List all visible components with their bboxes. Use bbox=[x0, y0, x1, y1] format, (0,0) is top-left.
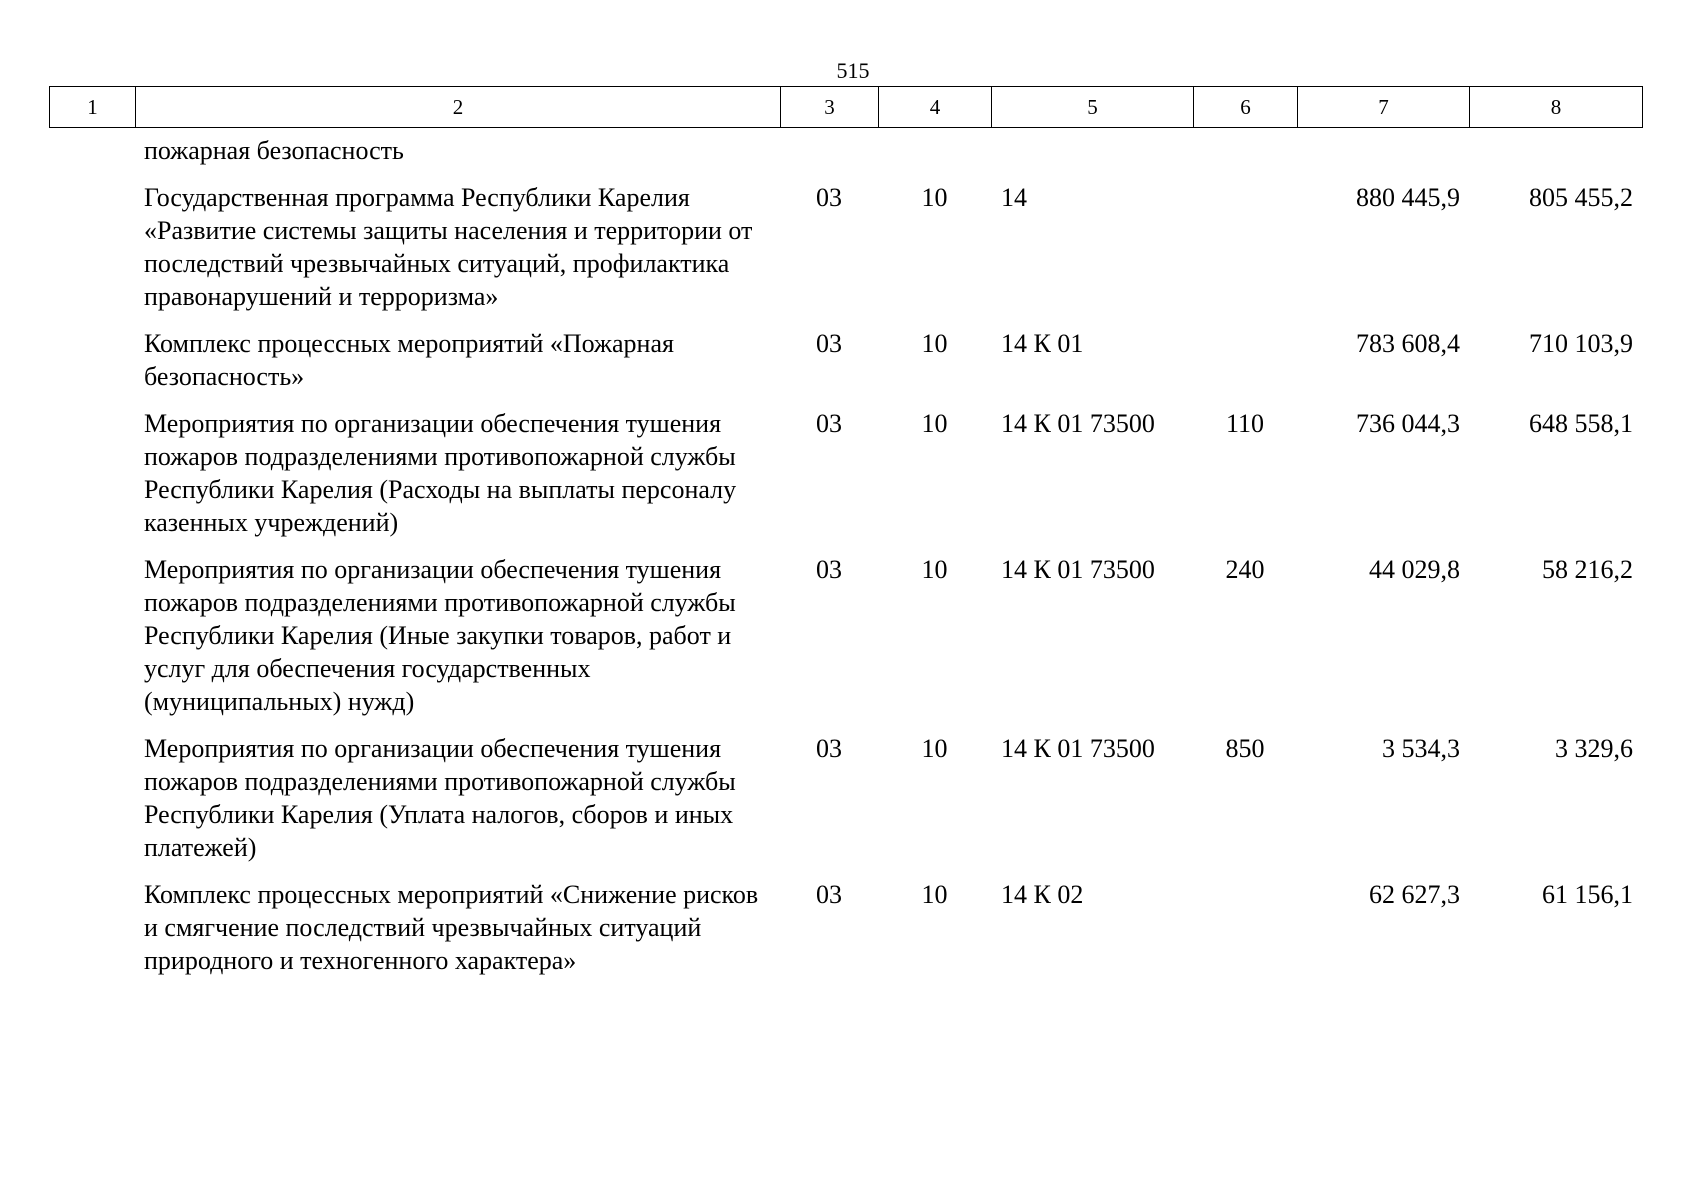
row-sum-col8: 710 103,9 bbox=[1529, 329, 1633, 358]
row-vr: 110 bbox=[1225, 409, 1265, 438]
row-sum-col7: 880 445,9 bbox=[1356, 183, 1460, 212]
row-sum-col7: 736 044,3 bbox=[1356, 409, 1460, 438]
header-row bbox=[50, 87, 1643, 128]
table-row bbox=[49, 878, 1642, 977]
row-rz: 03 bbox=[816, 183, 842, 212]
table-row bbox=[49, 553, 1642, 718]
row-vr bbox=[1193, 181, 1297, 313]
page-number: 515 bbox=[836, 58, 870, 83]
row-rz: 03 bbox=[816, 555, 842, 584]
row-sum-col8: 61 156,1 bbox=[1542, 880, 1633, 909]
row-sum-col7: 783 608,4 bbox=[1356, 329, 1460, 358]
row-pr: 10 bbox=[921, 734, 948, 763]
header-col-6: 6 bbox=[1194, 87, 1298, 128]
row-name: Мероприятия по организации обеспечения тушения пожаров подразделениями противопожарной службы Республики Карелия (Расходы на выплаты персоналу казенных учреждений) bbox=[144, 409, 737, 537]
header-col-2: 2 bbox=[136, 87, 781, 128]
row-csr: 14 К 01 73500 bbox=[1001, 734, 1155, 763]
row-vr bbox=[1193, 134, 1297, 167]
row-csr: 14 К 01 bbox=[1001, 329, 1084, 358]
row-sum-col8: 3 329,6 bbox=[1555, 734, 1633, 763]
row-rz: 03 bbox=[816, 880, 842, 909]
row-vr bbox=[1193, 327, 1297, 393]
row-pr: 10 bbox=[921, 329, 948, 358]
row-sum-col7 bbox=[1297, 134, 1469, 167]
header-col-4: 4 bbox=[879, 87, 992, 128]
header-col-5: 5 bbox=[992, 87, 1194, 128]
table-row bbox=[49, 327, 1642, 393]
row-pr: 10 bbox=[921, 880, 948, 909]
header-col-8: 8 bbox=[1470, 87, 1643, 128]
row-pr bbox=[878, 134, 991, 167]
row-csr: 14 К 01 73500 bbox=[1001, 555, 1155, 584]
table-row bbox=[49, 134, 1642, 167]
row-name: Комплекс процессных мероприятий «Пожарная безопасность» bbox=[144, 329, 674, 391]
header-col-3: 3 bbox=[781, 87, 879, 128]
row-sum-col8: 805 455,2 bbox=[1529, 183, 1633, 212]
row-name: пожарная безопасность bbox=[144, 136, 404, 165]
row-rz: 03 bbox=[816, 409, 842, 438]
row-csr: 14 К 01 73500 bbox=[1001, 409, 1155, 438]
row-sum-col7: 3 534,3 bbox=[1382, 734, 1460, 763]
row-vr bbox=[1193, 878, 1297, 977]
row-name: Мероприятия по организации обеспечения тушения пожаров подразделениями противопожарной службы Республики Карелия (Уплата налогов, сборов и иных платежей) bbox=[144, 734, 736, 862]
row-csr bbox=[991, 134, 1193, 167]
row-sum-col8: 58 216,2 bbox=[1542, 555, 1633, 584]
column-number-header bbox=[49, 86, 1643, 128]
row-sum-col7: 62 627,3 bbox=[1369, 880, 1460, 909]
row-rz bbox=[780, 134, 878, 167]
row-csr: 14 bbox=[1001, 183, 1027, 212]
row-sum-col8 bbox=[1469, 134, 1642, 167]
table-row bbox=[49, 407, 1642, 539]
header-col-1: 1 bbox=[50, 87, 136, 128]
row-sum-col8: 648 558,1 bbox=[1529, 409, 1633, 438]
row-csr: 14 К 02 bbox=[1001, 880, 1084, 909]
row-pr: 10 bbox=[921, 183, 948, 212]
table-row bbox=[49, 181, 1642, 313]
row-name: Государственная программа Республики Карелия «Развитие системы защиты населения и территории от последствий чрезвычайных ситуаций, профилактика правонарушений и терроризма» bbox=[144, 183, 753, 311]
row-name: Комплекс процессных мероприятий «Снижение рисков и смягчение последствий чрезвычайных ситуаций природного и техногенного характера» bbox=[144, 880, 759, 975]
row-name: Мероприятия по организации обеспечения тушения пожаров подразделениями противопожарной службы Республики Карелия (Иные закупки товаров, работ и услуг для обеспечения государственных (муниципальных) нужд) bbox=[144, 555, 736, 716]
row-rz: 03 bbox=[816, 734, 842, 763]
row-vr: 240 bbox=[1225, 555, 1265, 584]
row-sum-col7: 44 029,8 bbox=[1369, 555, 1460, 584]
header-col-7: 7 bbox=[1298, 87, 1470, 128]
row-pr: 10 bbox=[921, 555, 948, 584]
row-vr: 850 bbox=[1225, 734, 1265, 763]
row-pr: 10 bbox=[921, 409, 948, 438]
table-row bbox=[49, 732, 1642, 864]
budget-table bbox=[49, 134, 1642, 977]
row-rz: 03 bbox=[816, 329, 842, 358]
